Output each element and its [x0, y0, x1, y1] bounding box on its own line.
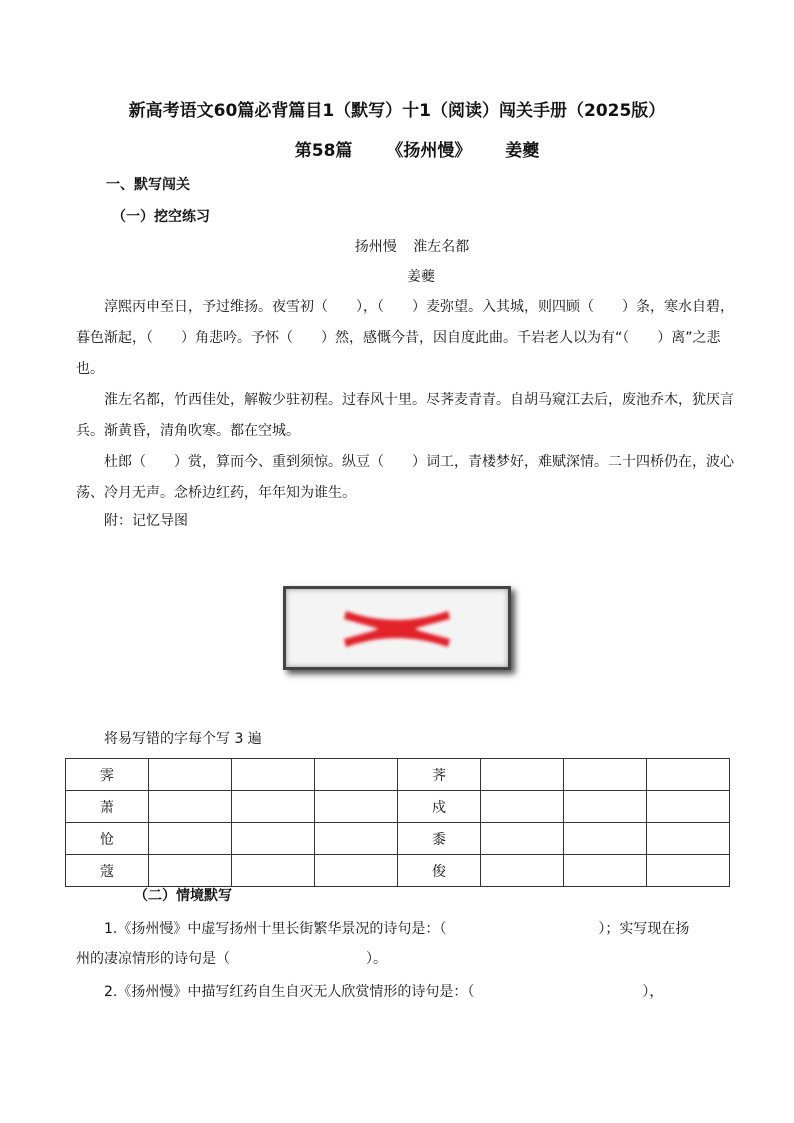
practice-cell[interactable]	[481, 759, 564, 791]
question-1-mid: ）；实写现在扬	[598, 921, 690, 937]
poem-preface-text: 淳熙丙申至日，予过维扬。夜雪初（ ），（ ）麦弥望。入其城，则四顾（ ）条，寒水自碧，暮色渐起，（ ）角悲吟。予怀（ ）然，感慨今昔，因自度此曲。千岩老人以为有“（ ）离”之悲也。	[76, 299, 734, 377]
practice-char: 戍	[398, 791, 481, 823]
poem-preface	[76, 292, 736, 385]
table-row	[66, 791, 730, 823]
practice-cell[interactable]	[149, 855, 232, 887]
practice-char: 怆	[66, 823, 149, 855]
question-1-end: ）。	[366, 951, 387, 967]
table-row	[66, 759, 730, 791]
practice-cell[interactable]	[481, 791, 564, 823]
poem-title-sub: 淮左名都	[413, 239, 470, 255]
copy-instruction: 将易写错的字每个写 3 遍	[104, 731, 262, 747]
practice-cell[interactable]	[232, 855, 315, 887]
practice-cell[interactable]	[564, 791, 647, 823]
question-2-prompt: 2.《扬州慢》中描写红药自生自灭无人欣赏情形的诗句是：（	[104, 984, 475, 1000]
section-heading-dictation: 一、默写闯关	[106, 177, 190, 193]
practice-cell[interactable]	[564, 855, 647, 887]
practice-cell[interactable]	[647, 791, 730, 823]
practice-cell[interactable]	[647, 823, 730, 855]
question-1-continued	[76, 944, 387, 974]
poem-author: 姜夔	[407, 269, 435, 285]
question-2-end: ），	[642, 984, 664, 1000]
practice-cell[interactable]	[315, 823, 398, 855]
question-1-prompt: 1.《扬州慢》中虚写扬州十里长街繁华景况的诗句是：（	[104, 921, 447, 937]
practice-cell[interactable]	[315, 759, 398, 791]
table-row	[66, 823, 730, 855]
poem-title	[0, 236, 794, 256]
practice-table	[65, 758, 730, 887]
poem-stanza-2	[76, 447, 736, 509]
memory-map-label: 附：记忆导图	[104, 513, 188, 529]
lesson-heading	[0, 136, 794, 161]
question-2	[104, 977, 663, 1007]
practice-cell[interactable]	[232, 823, 315, 855]
lesson-number: 第58篇	[294, 141, 353, 161]
practice-char: 俊	[398, 855, 481, 887]
table-row	[66, 855, 730, 887]
practice-char: 蔻	[66, 855, 149, 887]
poem-stanza-1	[76, 385, 736, 447]
question-1	[104, 914, 689, 944]
poem-stanza-1-text: 淮左名都，竹西佳处，解鞍少驻初程。过春风十里。尽荠麦青青。自胡马窥江去后，废池乔木，犹厌言兵。渐黄昏，清角吹寒。都在空城。	[76, 392, 734, 439]
poem-stanza-2-text: 杜郎（ ）赏，算而今、重到须惊。纵豆（ ）词工，青楼梦好，难赋深情。二十四桥仍在，波心荡、冷月无声。念桥边红药，年年知为谁生。	[76, 454, 734, 501]
practice-cell[interactable]	[564, 823, 647, 855]
broken-image-icon	[286, 589, 508, 667]
practice-char: 萧	[66, 791, 149, 823]
practice-char: 黍	[398, 823, 481, 855]
question-1-prompt-2: 州的凄凉情形的诗句是（	[76, 951, 230, 967]
practice-cell[interactable]	[315, 855, 398, 887]
lesson-work: 《扬州慢》	[386, 141, 472, 161]
practice-cell[interactable]	[149, 823, 232, 855]
subsection-heading-fill-blank: （一）挖空练习	[112, 209, 210, 225]
broken-image-placeholder	[283, 586, 511, 670]
practice-cell[interactable]	[149, 791, 232, 823]
practice-cell[interactable]	[232, 791, 315, 823]
subsection-heading-context: （二）情境默写	[134, 888, 232, 904]
practice-cell[interactable]	[149, 759, 232, 791]
poem-title-main: 扬州慢	[354, 239, 397, 255]
practice-cell[interactable]	[232, 759, 315, 791]
practice-cell[interactable]	[564, 759, 647, 791]
practice-cell[interactable]	[647, 855, 730, 887]
document-title: 新高考语文60篇必背篇目1（默写）十1（阅读）闯关手册（2025版）	[128, 101, 666, 121]
practice-char: 荠	[398, 759, 481, 791]
practice-cell[interactable]	[481, 823, 564, 855]
practice-char: 霁	[66, 759, 149, 791]
lesson-author: 姜夔	[505, 141, 540, 161]
practice-cell[interactable]	[481, 855, 564, 887]
practice-cell[interactable]	[315, 791, 398, 823]
practice-cell[interactable]	[647, 759, 730, 791]
